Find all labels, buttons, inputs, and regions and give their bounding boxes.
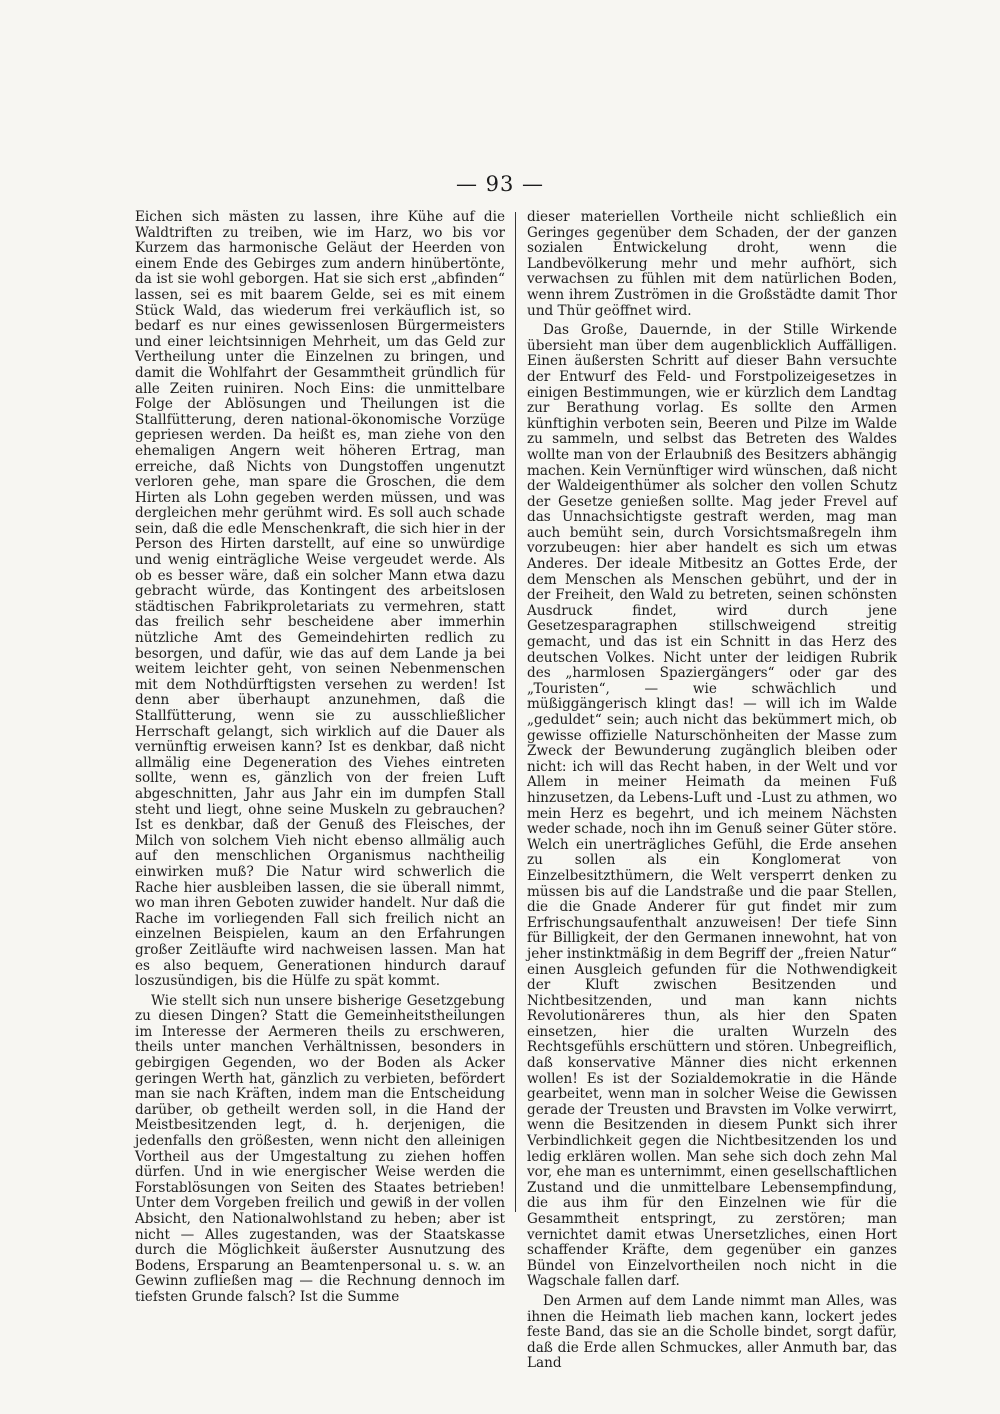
left-paragraph-1: Eichen sich mästen zu lassen, ihre Kühe auf die Waldtriften zu treiben, wie im Harz, wo bis vor Kurzem das harmonische Geläut der Heerden von einem Ende des Gebirges zum andern hinübertönte, da ist sie wohl geborgen. Hat sie sich erst „abfinden“ lassen, sei es mit baarem Gelde, sei es mit einem Stück Wald, das wiederum frei verkäuflich ist, so bedarf es nur eines gewissenlosen Bürgermeisters und einer leichtsinnigen Mehrheit, um das Geld zur Vertheilung unter die Einzelnen zu bringen, und damit die Wohlfahrt der Gesammtheit gründlich für alle Zeiten ruiniren. Noch Eins: die unmittelbare Folge der Ablösungen und Theilungen ist die Stallfütterung, deren national-ökonomische Vorzüge gepriesen werden. Da heißt es, man ziehe von den ehemaligen Angern weit höheren Ertrag, man erreiche, daß Nichts von Dungstoffen ungenutzt verloren gehe, man spare die Groschen, die dem Hirten als Lohn gegeben werden müssen, und was dergleichen mehr gerühmt wird. Es soll auch schade sein, daß die edle Menschenkraft, die sich hier in der Person des Hirten darstellt, auf eine so unwürdige und wenig einträgliche Weise vergeudet werde. Als ob es besser wäre, daß ein solcher Mann etwa dazu gebracht würde, das Kontingent des arbeitslosen städtischen Fabrikproletariats zu vermehren, statt das freilich sehr bescheidene aber immerhin nützliche Amt des Gemeindehirten redlich zu besorgen, und dafür, wie das auf dem Lande ja bei weitem leichter geht, von seinen Nebenmenschen mit dem Nothdürftigsten versehen zu werden! Ist denn aber überhaupt anzunehmen, daß die Stallfütterung, wenn sie zu ausschließlicher Herrschaft gelangt, sich wirklich auf die Dauer als vernünftig erweisen kann? Ist es denkbar, daß nicht allmälig eine Degeneration des Viehes eintreten sollte, wenn es, gänzlich von der freien Luft abgeschnitten, Jahr aus Jahr ein im dumpfen Stall steht und liegt, ohne seine Muskeln zu gebrauchen? Ist es denkbar, daß der Genuß des Fleisches, der Milch von solchem Vieh nicht ebenso allmälig auch auf den menschlichen Organismus nachtheilig einwirken muß? Die Natur wird schwerlich die Rache hier ausbleiben lassen, die sie überall nimmt, wo man ihren Geboten zuwider handelt. Nur daß die Rache im vorliegenden Fall sich freilich nicht an einzelnen Beispielen, kaum an den Erfahrungen großer Zeitläufte wird nachweisen lassen. Man hat es also bequem, Generationen hindurch darauf loszusündigen, bis die Hülfe zu spät kommt.: [135, 209, 505, 990]
right-paragraph-2: Das Große, Dauernde, in der Stille Wirkende übersieht man über dem augenblicklich Auffälligen. Einen äußersten Schritt auf dieser Bahn versuchte der Entwurf des Feld- und Forstpolizeigesetzes in einigen Bestimmungen, wie er kürzlich dem Landtag zur Berathung vorlag. Es sollte den Armen künftighin verboten sein, Beeren und Pilze im Walde zu sammeln, und selbst das Betreten des Waldes wollte man von der Erlaubniß des Besitzers abhängig machen. Kein Vernünftiger wird wünschen, daß nicht der Waldeigenthümer als solcher den vollen Schutz der Gesetze genießen sollte. Mag jeder Frevel auf das Unnachsichtigste gestraft werden, mag man auch bemüht sein, durch Vorsichtsmaßregeln ihm vorzubeugen: hier aber handelt es sich um etwas Anderes. Der ideale Mitbesitz an Gottes Erde, der dem Menschen als Menschen gebührt, und der in der Freiheit, den Wald zu betreten, seinen schönsten Ausdruck findet, wird durch jene Gesetzesparagraphen stillschweigend streitig gemacht, und das ist ein Schnitt in das Herz des deutschen Volkes. Nicht unter der leidigen Rubrik des „harmlosen Spaziergängers“ oder gar des „Touristen“, — wie schwächlich und müßiggängerisch klingt das! — will ich im Walde „geduldet“ sein; auch nicht das bekümmert mich, ob gewisse offizielle Naturschönheiten der Masse zum Zweck der Bewunderung zugänglich bleiben oder nicht: ich will das Recht haben, in der Welt und vor Allem in meiner Heimath da meinen Fuß hinzusetzen, da Lebens-Luft und -Lust zu athmen, wo mein Herz es begehrt, und ich meinem Nächsten weder schade, noch ihn im Genuß seiner Güter störe. Welch ein unerträgliches Gefühl, die Erde ansehen zu sollen als ein Konglomerat von Einzelbesitzthümern, die Welt versperrt denken zu müssen bis auf die Landstraße und die paar Stellen, die die Gnade Anderer für gut findet mir zum Erfrischungsaufenthalt anzuweisen! Der tiefe Sinn für Billigkeit, der den Germanen innewohnt, hat von jeher instinktmäßig in dem Begriff der „freien Natur“ einen Ausgleich gefunden für die Nothwendigkeit der Kluft zwischen Besitzenden und Nichtbesitzenden, und man kann nichts Revolutionäreres thun, als hier den Spaten einsetzen, hier die uralten Wurzeln des Rechtsgefühls erschüttern und stören. Unbegreiflich, daß konservative Männer dies nicht erkennen wollen! Es ist der Sozialdemokratie in die Hände gearbeitet, wenn man in solcher Weise die Gewissen gerade der Treusten und Bravsten im Volke verwirrt, wenn die Besitzenden in diesem Punkt sich ihrer Verbindlichkeit gegen die Nichtbesitzenden los und ledig erklären wollen. Man sehe sich doch zehn Mal vor, ehe man es unternimmt, einen gesellschaftlichen Zustand und die unmittelbare Lebensempfindung, die aus ihm für den Einzelnen wie für die Gesammtheit entspringt, zu zerstören; man vernichtet damit etwas Unersetzliches, einen Hort schaffender Kräfte, dem gegenüber ein ganzes Bündel von Einzelvortheilen noch nicht in die Wagschale fallen darf.: [527, 322, 897, 1290]
page-number: — 93 —: [455, 172, 545, 196]
left-paragraph-2: Wie stellt sich nun unsere bisherige Gesetzgebung zu diesen Dingen? Statt die Gemeinheitstheilungen im Interesse der Aermeren theils zu erschweren, theils unter manchen Verhältnissen, besonders in gebirgigen Gegenden, wo der Boden als Acker geringen Werth hat, gänzlich zu verbieten, befördert man sie nach Kräften, indem man die Entscheidung darüber, ob getheilt werden soll, in die Hand der Meistbesitzenden legt, d. h. derjenigen, die jedenfalls den größesten, wenn nicht den alleinigen Vortheil aus der Umgestaltung zu ziehen hoffen dürfen. Und in wie energischer Weise werden die Forstablösungen von Seiten des Staates betrieben! Unter dem Vorgeben freilich und gewiß in der vollen Absicht, den Nationalwohlstand zu heben; aber ist nicht — Alles zugestanden, was der Staatskasse durch die Möglichkeit äußerster Ausnutzung des Bodens, Ersparung an Beamtenpersonal u. s. w. an Gewinn zufließen mag — die Rechnung dennoch im tiefsten Grunde falsch? Ist die Summe: [135, 992, 505, 1305]
column-divider: [515, 212, 516, 1212]
right-paragraph-1: dieser materiellen Vortheile nicht schließlich ein Geringes gegenüber dem Schaden, der der ganzen sozialen Entwickelung droht, wenn die Landbevölkerung mehr und mehr aufhört, sich verwachsen zu fühlen mit dem natürlichen Boden, wenn ihrem Zuströmen in die Großstädte damit Thor und Thür geöffnet wird.: [527, 209, 897, 319]
right-column: [527, 210, 897, 1372]
left-column: [135, 210, 505, 1306]
right-paragraph-3: Den Armen auf dem Lande nimmt man Alles, was ihnen die Heimath lieb machen kann, lockert jedes feste Band, das sie an die Scholle bindet, sorgt dafür, daß die Erde allen Schmuckes, aller Anmuth bar, das Land: [527, 1292, 897, 1372]
